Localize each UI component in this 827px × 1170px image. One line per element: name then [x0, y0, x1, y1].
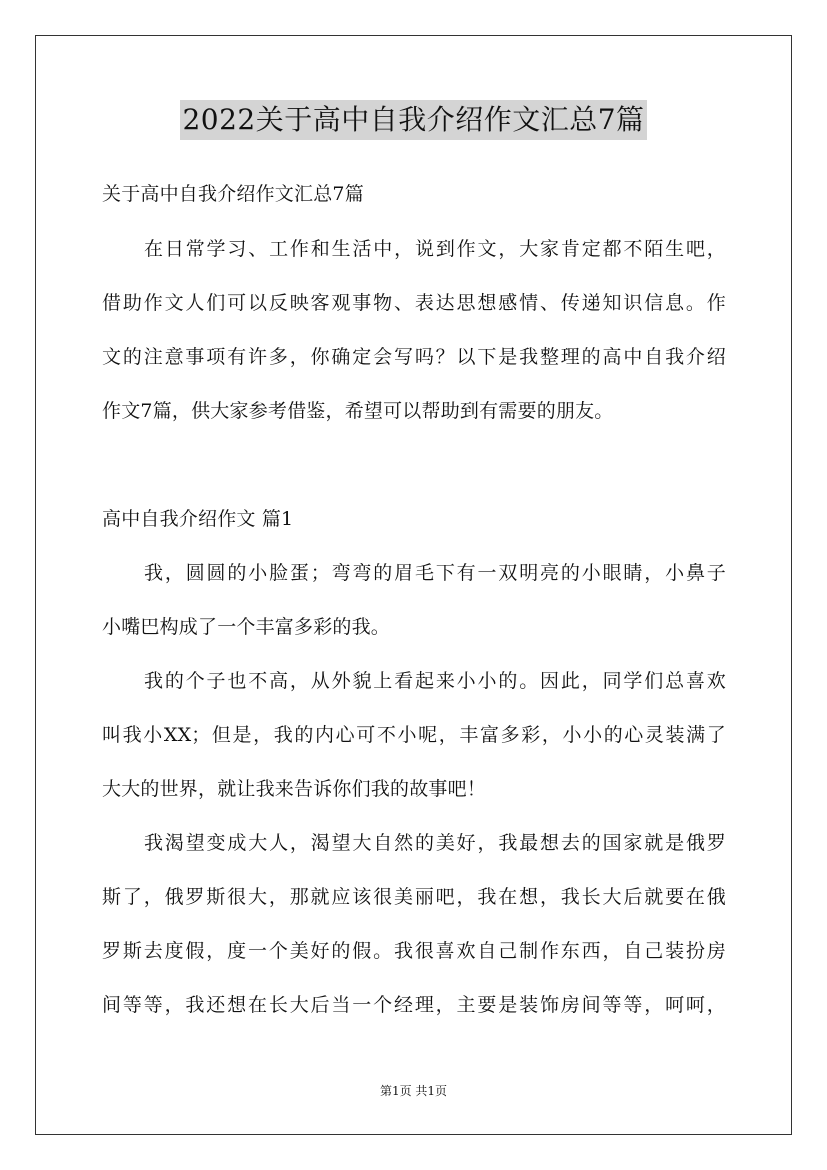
body-line: 间等等，我还想在长大后当一个经理，主要是装饰房间等等，呵呵， [102, 994, 726, 1016]
intro-line: 作文7篇，供大家参考借鉴，希望可以帮助到有需要的朋友。 [102, 400, 614, 422]
body-line: 我的个子也不高，从外貌上看起来小小的。因此，同学们总喜欢 [144, 670, 726, 692]
section-heading: 高中自我介绍作文 篇1 [102, 508, 294, 530]
page-footer: 第1页 共1页 [379, 1084, 448, 1098]
document-subtitle: 关于高中自我介绍作文汇总7篇 [102, 183, 364, 205]
body-line: 罗斯去度假，度一个美好的假。我很喜欢自己制作东西，自己装扮房 [102, 940, 726, 962]
body-line: 大大的世界，就让我来告诉你们我的故事吧！ [102, 778, 487, 800]
body-line: 小嘴巴构成了一个丰富多彩的我。 [102, 616, 391, 638]
body-line: 我渴望变成大人，渴望大自然的美好，我最想去的国家就是俄罗 [144, 832, 726, 854]
intro-line: 文的注意事项有许多，你确定会写吗？以下是我整理的高中自我介绍 [102, 346, 726, 368]
body-line: 斯了，俄罗斯很大，那就应该很美丽吧，我在想，我长大后就要在俄 [102, 886, 726, 908]
intro-line: 借助作文人们可以反映客观事物、表达思想感情、传递知识信息。作 [102, 292, 726, 314]
body-line: 叫我小XX；但是，我的内心可不小呢，丰富多彩，小小的心灵装满了 [102, 724, 726, 746]
intro-line: 在日常学习、工作和生活中，说到作文，大家肯定都不陌生吧， [144, 238, 726, 260]
body-line: 我，圆圆的小脸蛋；弯弯的眉毛下有一双明亮的小眼睛，小鼻子 [144, 562, 726, 584]
title-container [0, 100, 827, 140]
document-title: 2022关于高中自我介绍作文汇总7篇 [180, 100, 646, 140]
